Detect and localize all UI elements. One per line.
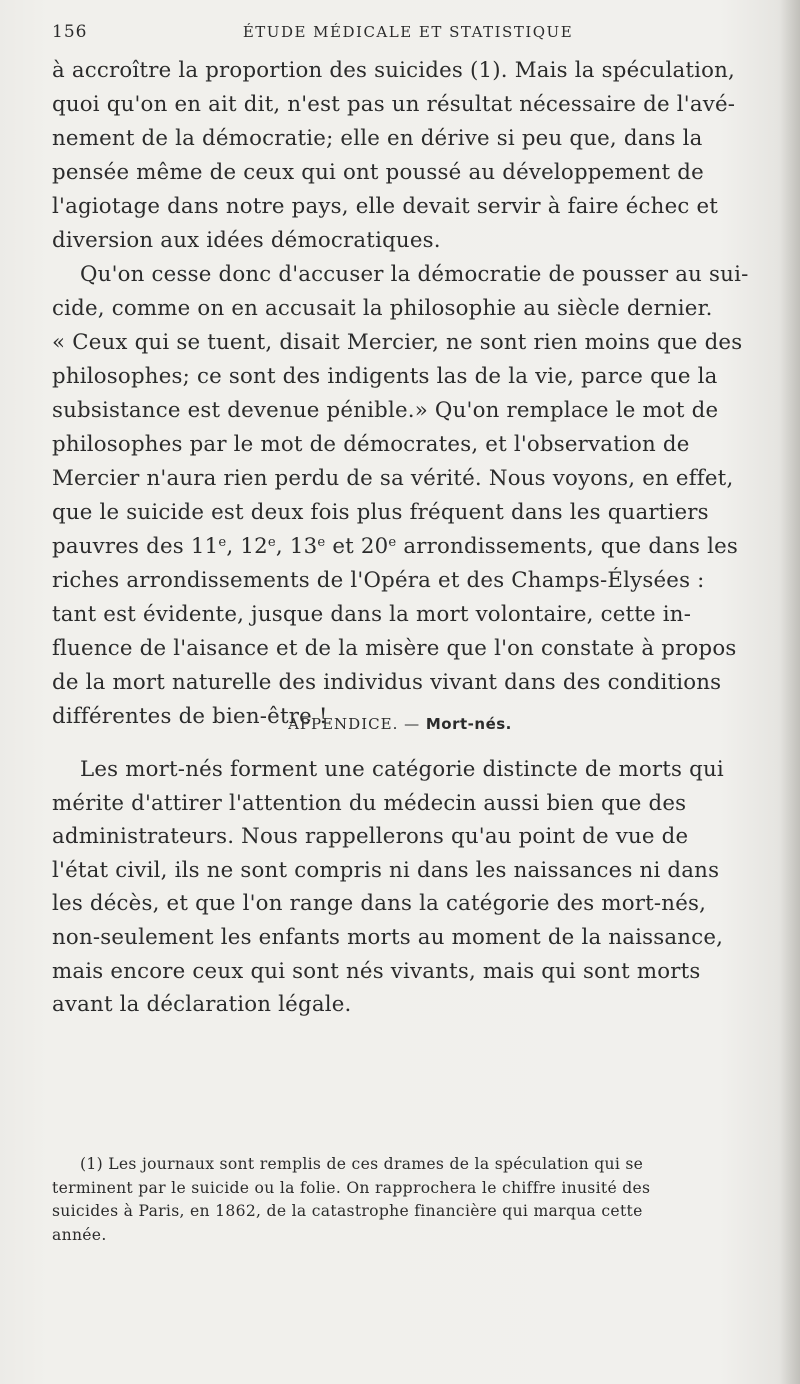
- text-line: subsistance est devenue pénible.» Qu'on remplace le mot de: [52, 398, 719, 423]
- paragraph-1: [52, 54, 764, 258]
- text-fragment: et 20: [325, 534, 389, 559]
- text-line: l'état civil, ils ne sont compris ni dans les naissances ni dans: [52, 857, 720, 883]
- text-line: philosophes par le mot de démocrates, et l'observation de: [52, 432, 690, 457]
- running-head: ÉTUDE MÉDICALE ET STATISTIQUE: [242, 23, 574, 41]
- text-line: quoi qu'on en ait dit, n'est pas un résultat nécessaire de l'avé-: [52, 92, 736, 117]
- text-fragment: , 13: [275, 534, 318, 559]
- text-line: « Ceux qui se tuent, disait Mercier, ne sont rien moins que des: [52, 330, 743, 355]
- footnote-line: suicides à Paris, en 1862, de la catastrophe financière qui marqua cette: [52, 1202, 643, 1220]
- text-line: mais encore ceux qui sont nés vivants, mais qui sont morts: [52, 958, 701, 984]
- text-line: administrateurs. Nous rappellerons qu'au point de vue de: [52, 824, 689, 850]
- text-line: l'agiotage dans notre pays, elle devait servir à faire échec et: [52, 194, 719, 219]
- text-line: Mercier n'aura rien perdu de sa vérité. Nous voyons, en effet,: [52, 466, 734, 491]
- footnote-line: (1) Les journaux sont remplis de ces drames de la spéculation qui se: [80, 1155, 644, 1173]
- appendix-heading-title: Mort-nés.: [425, 715, 512, 733]
- text-line: les décès, et que l'on range dans la catégorie des mort-nés,: [52, 891, 707, 917]
- page-edge-shadow: [780, 0, 800, 1384]
- text-line: nement de la démocratie; elle en dérive si peu que, dans la: [52, 126, 703, 151]
- page-number: 156: [52, 22, 88, 42]
- text-line: avant la déclaration légale.: [52, 992, 352, 1018]
- superscript-e: e: [267, 534, 276, 550]
- text-fragment: pauvres des 11: [52, 534, 219, 559]
- paragraph-2: [52, 258, 764, 734]
- text-line: Les mort-nés forment une catégorie distincte de morts qui: [80, 757, 724, 782]
- superscript-e: e: [218, 534, 227, 550]
- text-line: à accroître la proportion des suicides (1). Mais la spéculation,: [52, 58, 736, 83]
- text-line: que le suicide est deux fois plus fréquent dans les quartiers: [52, 500, 709, 525]
- text-line-arrondissements: [52, 530, 764, 564]
- text-fragment: arrondissements, que dans les: [396, 534, 739, 559]
- text-line: riches arrondissements de l'Opéra et des Champs-Élysées :: [52, 568, 705, 593]
- text-line: non-seulement les enfants morts au moment de la naissance,: [52, 924, 724, 950]
- text-fragment: , 12: [226, 534, 268, 559]
- text-line: diversion aux idées démocratiques.: [52, 228, 441, 253]
- text-line: cide, comme on en accusait la philosophie au siècle dernier.: [52, 296, 713, 321]
- text-line: pensée même de ceux qui ont poussé au développement de: [52, 160, 704, 185]
- text-line: mérite d'attirer l'attention du médecin aussi bien que des: [52, 790, 687, 816]
- text-line: philosophes; ce sont des indigents las de la vie, parce que la: [52, 364, 718, 389]
- page-header: [52, 22, 764, 48]
- footnote-line: année.: [52, 1225, 107, 1244]
- footnote: [52, 1153, 764, 1247]
- text-line: tant est évidente, jusque dans la mort volontaire, cette in-: [52, 602, 692, 627]
- appendix-paragraph: [52, 753, 764, 1022]
- appendix-heading: [0, 715, 800, 733]
- footnote-line: terminent par le suicide ou la folie. On rapprochera le chiffre inusité des: [52, 1178, 651, 1197]
- text-line: de la mort naturelle des individus vivant dans des conditions: [52, 670, 722, 695]
- text-line: fluence de l'aisance et de la misère que l'on constate à propos: [52, 636, 737, 661]
- appendix-heading-prefix: APPENDICE. —: [288, 715, 426, 733]
- superscript-e: e: [388, 534, 397, 550]
- main-text: [52, 54, 764, 734]
- text-line: Qu'on cesse donc d'accuser la démocratie de pousser au sui-: [80, 262, 749, 287]
- superscript-e: e: [317, 534, 326, 550]
- text-line: différentes de bien-être !: [52, 704, 328, 729]
